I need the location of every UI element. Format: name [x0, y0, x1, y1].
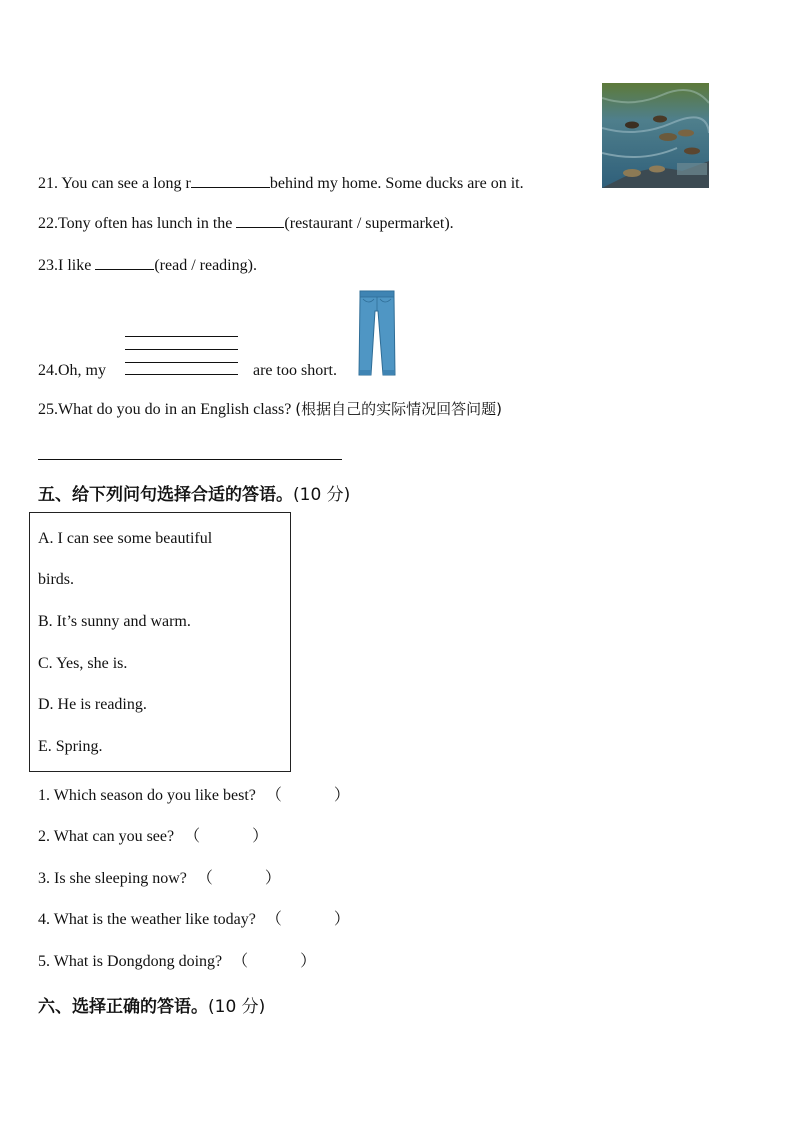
option-a-continued: birds.: [38, 571, 74, 588]
answer-paren[interactable]: （ ）: [232, 953, 317, 970]
answer-blank-22[interactable]: [236, 212, 284, 228]
question-24-end: are too short.: [253, 362, 337, 379]
answer-paren[interactable]: （ ）: [265, 787, 350, 804]
writing-line[interactable]: [125, 349, 238, 350]
match-question-2: 2. What can you see? （ ）: [38, 828, 269, 845]
options-box: [29, 512, 291, 772]
answer-blank-21[interactable]: [191, 172, 270, 188]
match-question-3: 3. Is she sleeping now? （ ）: [38, 870, 281, 887]
option-e: E. Spring.: [38, 738, 103, 755]
answer-paren[interactable]: （ ）: [184, 828, 269, 845]
ducks-on-river-image: [602, 83, 709, 188]
section-6-heading: 六、选择正确的答语。(10 分): [38, 997, 266, 1017]
option-a: A. I can see some beautiful: [38, 530, 213, 547]
option-d: D. He is reading.: [38, 696, 147, 713]
section-5-heading: 五、给下列问句选择合适的答语。(10 分): [38, 485, 351, 505]
writing-line[interactable]: [125, 336, 238, 337]
question-24-start: 24.Oh, my: [38, 362, 106, 379]
writing-line[interactable]: [125, 374, 238, 375]
answer-paren[interactable]: （ ）: [196, 870, 281, 887]
match-question-5: 5. What is Dongdong doing? （ ）: [38, 953, 317, 970]
answer-line-25[interactable]: [38, 459, 342, 460]
writing-line[interactable]: [125, 362, 238, 363]
question-23: 23.I like (read / reading).: [38, 254, 257, 276]
option-c: C. Yes, she is.: [38, 655, 128, 672]
question-21: 21. You can see a long r behind my home. Some ducks are on it.: [38, 172, 524, 194]
match-question-4: 4. What is the weather like today? （ ）: [38, 911, 350, 928]
question-25: 25.What do you do in an English class? (根据自己的实际情况回答问题): [38, 400, 503, 418]
answer-paren[interactable]: （ ）: [265, 911, 350, 928]
jeans-image: [357, 289, 397, 378]
option-b: B. It’s sunny and warm.: [38, 613, 191, 630]
question-22: 22.Tony often has lunch in the (restaurant / supermarket).: [38, 212, 454, 234]
match-question-1: 1. Which season do you like best? （ ）: [38, 787, 350, 804]
answer-blank-23[interactable]: [95, 254, 154, 270]
